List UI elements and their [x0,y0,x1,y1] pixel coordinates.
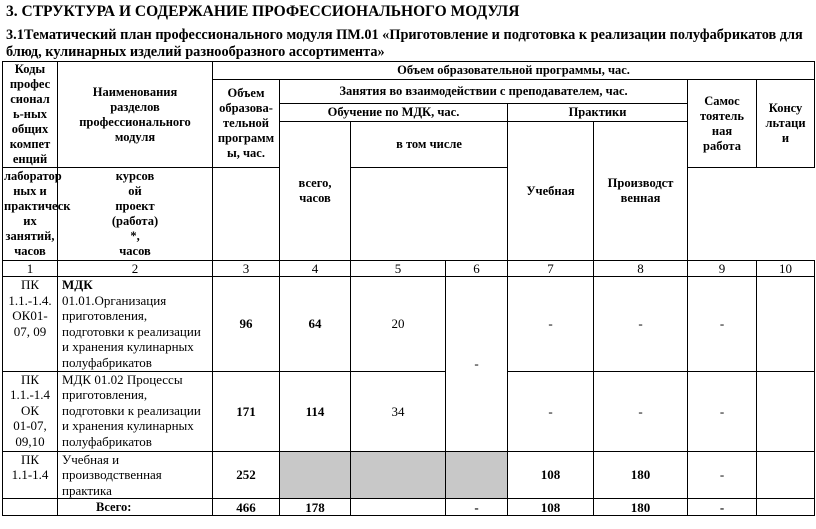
table-row [3,451,815,499]
total-hours: 178 [280,499,351,516]
study-practice-cell: 108 [508,451,594,499]
shaded-cell [351,451,446,499]
header-production-practice: Производст венная [594,122,688,261]
header-practices: Практики [508,104,688,122]
volume-cell: 171 [213,371,280,451]
production-practice-cell: 180 [594,451,688,499]
section-heading: 3. СТРУКТУРА И СОДЕРЖАНИЕ ПРОФЕССИОНАЛЬНОГО МОДУЛЯ [6,3,520,20]
header-volume-hours: Объем образова- тельной программ ы, час. [213,80,280,168]
total-row [3,499,815,516]
consultations-cell [757,277,815,372]
volume-cell: 252 [213,451,280,499]
header-self-study: Самос тоятель ная работа [688,80,757,168]
shaded-cell [446,451,508,499]
header-mdk-training: Обучение по МДК, час. [280,104,508,122]
header-teacher-interaction: Занятия во взаимодействии с преподавателем, час. [280,80,688,104]
study-practice-cell: - [508,277,594,372]
header-study-practice: Учебная [508,122,594,261]
total-cell: 64 [280,277,351,372]
production-practice-cell: - [594,277,688,372]
total-label: Всего: [58,499,213,516]
consultations-cell [757,451,815,499]
shaded-cell [280,451,351,499]
table-row [3,371,815,451]
subsection-heading: 3.1Тематический план профессионального модуля ПМ.01 «Приготовление и подготовка к реализации полуфабрикатов для блюд, кулинарных изделий разнообразного ассортимента» [6,27,803,60]
header-section-names: Наименования разделов профессионального модуля [58,62,213,168]
total-volume: 466 [213,499,280,516]
total-self-study: - [688,499,757,516]
table-row [3,277,815,372]
self-study-cell: - [688,371,757,451]
header-labs: лаборатор ных и практическ их занятий, часов [3,168,58,261]
thematic-plan-table [2,61,815,516]
labs-cell: 34 [351,371,446,451]
competency-codes: ПК 1.1.-1.4. ОК01- 07, 09 [3,277,58,372]
header-including: в том числе [351,122,508,168]
total-study-practice: 108 [508,499,594,516]
total-course-project: - [446,499,508,516]
consultations-cell [757,371,815,451]
labs-cell: 20 [351,277,446,372]
section-name: Учебная и производственная практика [58,451,213,499]
header-program-volume: Объем образовательной программы, час. [213,62,815,80]
competency-codes: ПК 1.1.-1.4 ОК 01-07, 09,10 [3,371,58,451]
header-total-hours: всего, часов [280,122,351,261]
total-production-practice: 180 [594,499,688,516]
competency-codes: ПК 1.1-1.4 [3,451,58,499]
study-practice-cell: - [508,371,594,451]
self-study-cell: - [688,451,757,499]
production-practice-cell: - [594,371,688,451]
total-cell: 114 [280,371,351,451]
header-course-project: курсов ой проект (работа) *, часов [58,168,213,261]
course-project-cell: - [446,277,508,452]
section-name: МДК 01.01.Организация приготовления, подготовки к реализации и хранения кулинарных полуфабрикатов [58,277,213,372]
column-numbers-row: 1 2 3 4 5 6 7 8 9 10 [3,261,815,277]
header-consultations: Консу льтаци и [757,80,815,168]
header-codes: Коды профес сионал ь-ных общих компет енций [3,62,58,168]
self-study-cell: - [688,277,757,372]
section-name: МДК 01.02 Процессы приготовления, подготовки к реализации и хранения кулинарных полуфабрикатов [58,371,213,451]
volume-cell: 96 [213,277,280,372]
